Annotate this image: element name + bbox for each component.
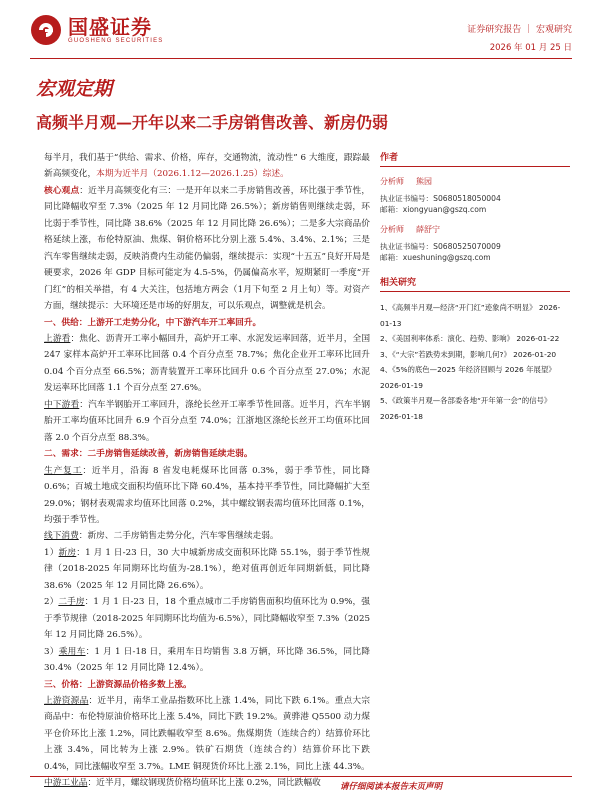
authors-heading: 作者 (380, 150, 570, 167)
related-item[interactable]: 1、《高频半月观—经济“开门红”迹象尚不明显》 2026-01-13 (380, 303, 561, 328)
report-category: 证券研究报告 ｜ 宏观研究 (467, 25, 572, 35)
related-item[interactable]: 3、《“大宗”若跌势未到期，影响几何?》 2026-01-20 (380, 349, 557, 359)
new-home-label: 新房 (58, 547, 77, 558)
related-heading: 相关研究 (380, 275, 570, 292)
company-logo (30, 14, 163, 46)
core-view-text: ：近半月高频变化有三：一是开年以来二手房销售改善，环比强于季节性，同比降幅收窄至 7.3%（2025 年 12 月同比降 26.5%）；新房销售则继续走弱，环比弱于季节性，同比降 38.6%（2025 年 12 月同比降 26.6%）；二是多大宗商品价格延续上涨，布伦特原油、焦煤、铜价格环比分别上涨 5.4%、3.4%、2.1%；三是汽车零售继续走弱，反映消费内生动能仍偏弱，继续提示：实现“十五五”良好开局是硬要求，2026 年 GDP 目标可能定为 4.5-5%，仍属偏高水平，短期紧盯一季度“开门红”的相关举措，有 4 大关注，包括地方两会（1月下旬至 2 月上旬）等。对资产方面，继续提示：大环境还是市场的好朋友，可以乐观点，调整就是机会。 (44, 185, 371, 312)
demand-passenger-car: 3）乘用车：1 月 1 日-18 日，乘用车日均销售 3.8 万辆，环比降 36.5%，同比降 30.4%（2025 年 12 月同比降 12.4%）。 (44, 646, 370, 674)
analyst-2-cert: 执业证书编号：S0680525070009 (380, 242, 501, 251)
supply-midstream-text: ：汽车半钢胎开工率回升，涤纶长丝开工率季节性回落。近半月，汽车半钢胎开工率均值环比回升 6.9 个百分点至 74.0%；江浙地区涤纶长丝开工均值环比回落 2.0 个百分点至 88.3%。 (44, 399, 371, 443)
price-upstream-label: 上游资源品 (44, 695, 89, 706)
related-item[interactable]: 5、《政策半月观—各部委各地“开年第一会”的信号》 2026-01-18 (380, 396, 552, 421)
supply-midstream-label: 中下游看 (44, 399, 80, 410)
price-midstream-label: 中游工业品 (44, 778, 88, 789)
page-footer (30, 776, 572, 792)
logo-name-en: GUOSHENG SECURITIES (68, 38, 164, 44)
doc-type: 宏观定期 (36, 78, 113, 100)
supply-upstream (44, 331, 370, 397)
analyst-1 (380, 176, 570, 187)
section-demand-heading: 二、需求：二手房销售延续改善，新房销售延续走弱。 (44, 449, 253, 460)
analyst-2-name: 薛舒宁 (416, 225, 440, 234)
demand-production-text: ：近半月，沿海 8 省发电耗煤环比回落 0.3%，弱于季节性，同比降 0.6%；百城土地成交面积均值环比下降 60.4%，基本持平季节性，同比降幅扩大至 29.0%；钢材表观需求均值环比回落 0.2%，其中螺纹钢表需均值环比回落 0.1%，均强于季节性。 (44, 465, 370, 525)
core-view-paragraph (44, 183, 370, 315)
demand-new-home: 1）新房：1 月 1 日-23 日，30 大中城新房成交面积环比降 55.1%，弱于季节性规律（2018-2025 年同期环比均值为-28.1%），绝对值再创近年同期新低，同比降 38.6%（2025 年 12 月同比降 26.6%）。 (44, 547, 370, 591)
demand-production (44, 463, 370, 529)
passenger-car-text: ：1 月 1 日-18 日，乘用车日均销售 3.8 万辆，环比降 36.5%，同比降 30.4%（2025 年 12 月同比降 12.4%）。 (44, 646, 370, 674)
logo-name-cn: 国盛证券 (68, 15, 152, 39)
related-item[interactable]: 2、《美国利率体系：演化、趋势、影响》 2026-01-22 (380, 334, 560, 343)
supply-midstream (44, 397, 370, 446)
demand-consumption (44, 528, 370, 544)
logo-emblem-icon (30, 14, 62, 46)
header-divider (30, 58, 572, 59)
demand-resale-home: 2）二手房：1 月 1 日-23 日，18 个重点城市二手房销售面积均值环比为 0.9%，强于季节规律（2018-2025 年同期环比均值为-6.5%），同比降幅收窄至 7.3%（2025 年 12 月同比降 26.5%）。 (44, 597, 371, 641)
intro-paragraph (44, 150, 370, 183)
price-midstream-text: ：近半月，螺纹钢现货价格均值环比上涨 0.2%，同比跌幅收 (87, 778, 321, 789)
related-item[interactable]: 4、《5%的底色—2025 年经济回顾与 2026 年展望》 2026-01-19 (380, 365, 556, 390)
analyst-1-name: 熊园 (416, 177, 432, 186)
core-view-label: 核心观点 (44, 185, 80, 196)
analyst-2-email[interactable]: 邮箱：xueshuning@gszq.com (380, 253, 491, 262)
section-supply-heading: 一、供给：上游开工走势分化，中下游汽车开工率回升。 (44, 317, 262, 328)
analyst-1-cert: 执业证书编号：S0680518050004 (380, 194, 501, 203)
analyst-2-label: 分析师 (380, 225, 404, 234)
main-body (44, 150, 370, 792)
demand-production-label: 生产复工 (44, 465, 83, 476)
section-price-heading: 三、价格：上游资源品价格多数上涨。 (44, 679, 192, 690)
price-upstream-text: ：近半月，南华工业品指数环比上涨 1.4%，同比下跌 6.1%。重点大宗商品中：布伦特原油价格环比上涨 5.4%，同比下跌 19.2%。黄骅港 Q5500 动力煤平仓价环比上涨 1.2%，同比跌幅收窄至 8.6%。焦煤期货（连续合约）结算价环比上涨 3.4%，同比转为上涨 2.9%。铁矿石期货（连续合约）结算价环比下跌 0.4%，同比涨幅收窄至 3.7%。LME 铜现货价环比上涨 2.1%，同比上涨 44.3%。 (44, 695, 371, 772)
demand-consumption-text: ：新房、二手房销售走势分化，汽车零售继续走弱。 (78, 531, 279, 542)
page-header (0, 0, 600, 62)
analyst-1-meta (380, 193, 570, 215)
new-home-text: ：1 月 1 日-23 日，30 大中城新房成交面积环比降 55.1%，弱于季节性规律（2018-2025 年同期环比均值为-28.1%），绝对值再创近年同期新低，同比降 38.6%（2025 年 12 月同比降 26.6%）。 (44, 547, 370, 591)
analyst-2-meta (380, 241, 570, 263)
price-upstream (44, 693, 370, 775)
page-title: 高频半月观—开年以来二手房销售改善、新房仍弱 (36, 113, 389, 132)
supply-upstream-text: ：焦化、沥青开工率小幅回升，高炉开工率、水泥发运率回落，近半月，全国 247 家样本高炉开工率环比回落 0.4 个百分点至 78.7%；焦化企业开工率环比回升 0.04 个百分点至 66.5%；沥青装置开工率环比回升 0.6 个百分点至 27.0%；水泥发运率环比回落 1.1 个百分点至 27.6%。 (44, 333, 371, 394)
related-list (380, 300, 570, 424)
intro-period: 本期为近半月（2026.1.12—2026.1.25）综述。 (96, 169, 289, 180)
sidebar (380, 150, 570, 424)
intro-text: 每半月，我们基于“供给、需求、价格，库存，交通物流，流动性” 6 大维度，跟踪最新高频变化， (44, 153, 370, 180)
supply-upstream-label: 上游看 (44, 333, 71, 344)
analyst-1-label: 分析师 (380, 177, 404, 186)
resale-home-label: 二手房 (58, 597, 85, 608)
analyst-1-email[interactable]: 邮箱：xiongyuan@gszq.com (380, 205, 487, 214)
demand-consumption-label: 线下消费 (44, 531, 79, 542)
passenger-car-label: 乘用车 (58, 646, 86, 657)
resale-home-text: ：1 月 1 日-23 日，18 个重点城市二手房销售面积均值环比为 0.9%，强于季节规律（2018-2025 年同期环比均值为-6.5%），同比降幅收窄至 7.3%（2025 年 12 月同比降 26.5%）。 (44, 597, 371, 641)
analyst-2 (380, 224, 570, 235)
report-date: 2026 年 01 月 25 日 (489, 43, 572, 53)
footer-disclaimer: 请仔细阅读本报告末页声明 (339, 782, 442, 792)
